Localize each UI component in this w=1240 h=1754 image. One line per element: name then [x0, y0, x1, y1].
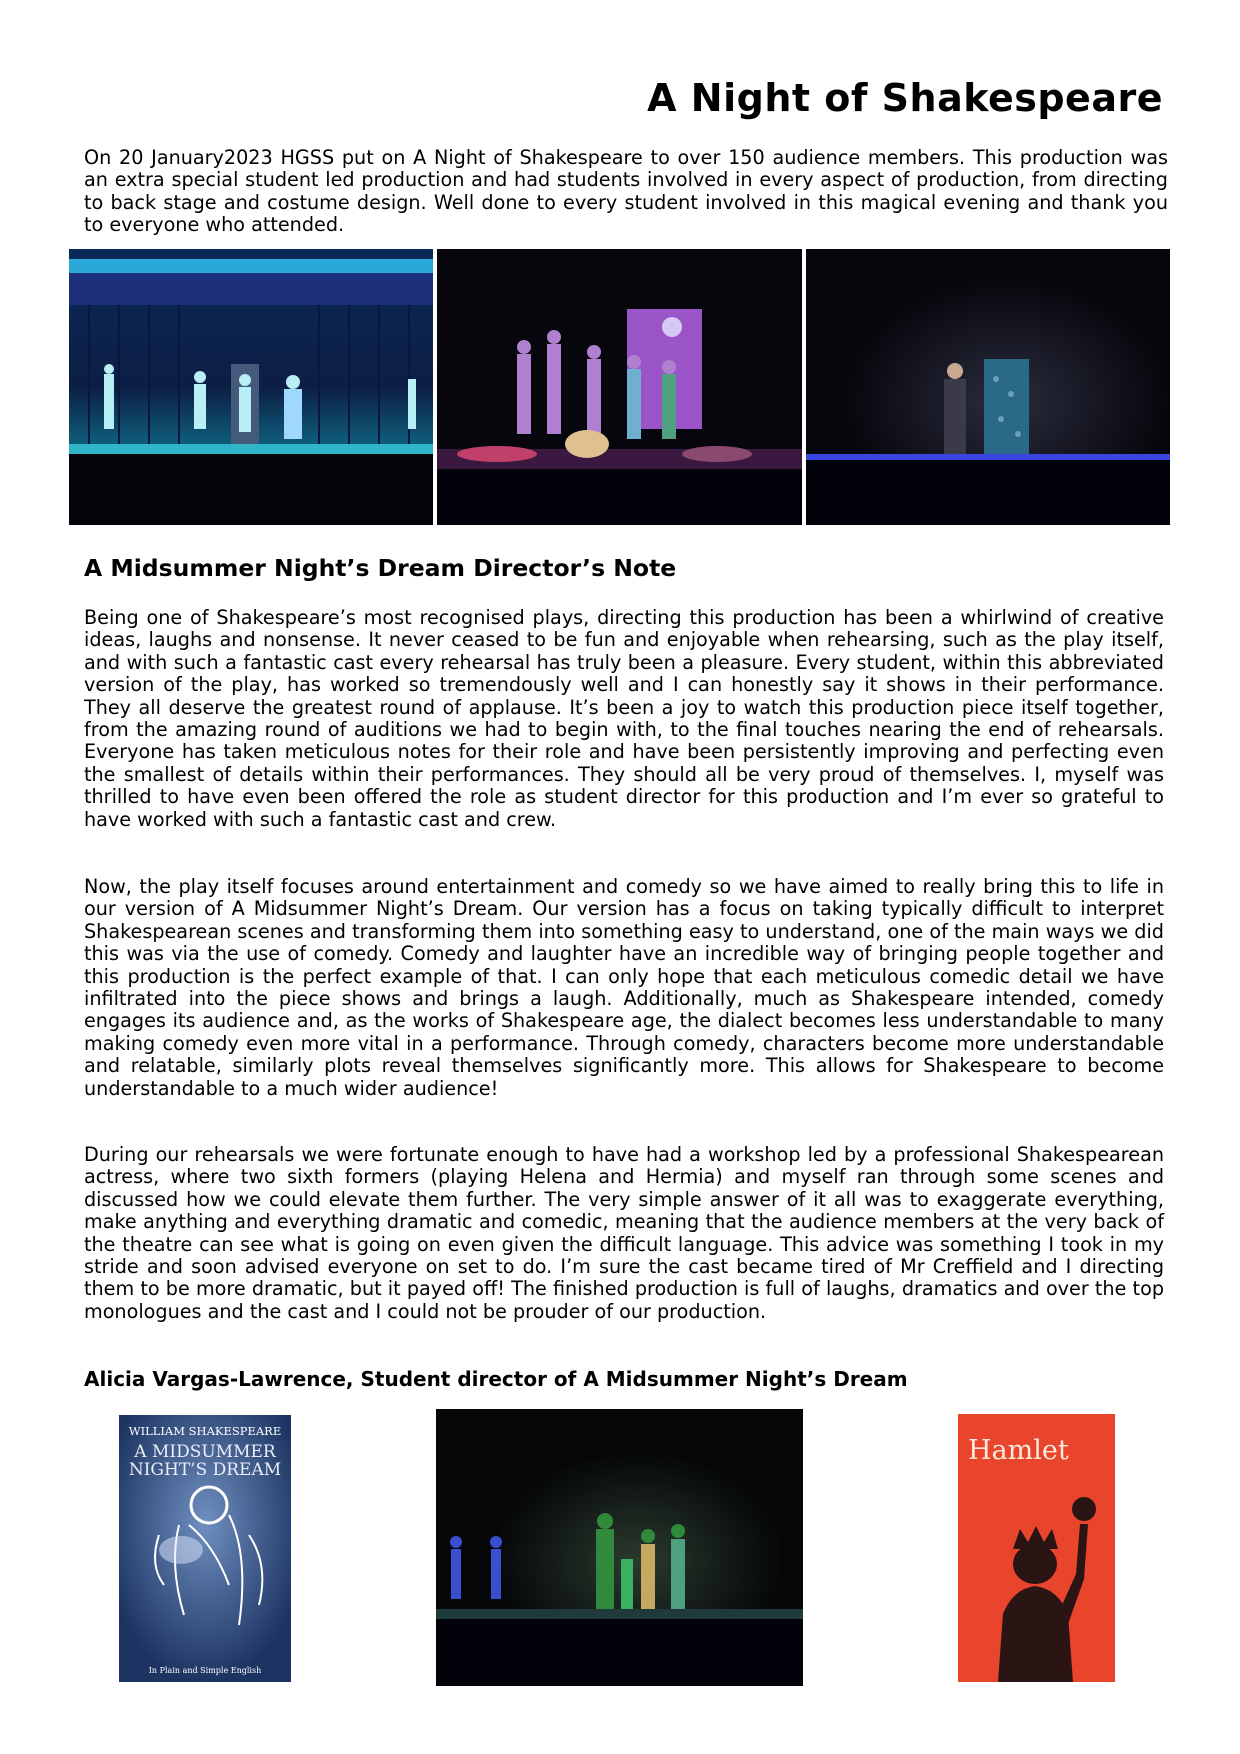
stage-photo-spotlight — [806, 249, 1170, 525]
book-cover-midsummer — [119, 1415, 291, 1682]
author-signature: Alicia Vargas-Lawrence, Student director of A Midsummer Night’s Dream — [84, 1367, 908, 1391]
article-paragraph: During our rehearsals we were fortunate enough to have had a workshop led by a professional Shakespearean actress, where two sixth formers (playing Helena and Hermia) and myself ran through some scenes and discussed how we could elevate them further. The very simple answer of it all was to exaggerate everything, make anything and everything dramatic and comedic, meaning that the audience members at the very back of the theatre can see what is going on even given the difficult language. This advice was something I took in my stride and soon advised everyone on set to do. I’m sure the cast became tired of Mr Creffield and I directing them to be more dramatic, but it payed off! The finished production is full of laughs, dramatics and over the top monologues and the cast and I could not be prouder of our production. — [84, 1143, 1164, 1323]
book-author: WILLIAM SHAKESPEARE — [128, 1424, 282, 1438]
book-title-line1: A MIDSUMMER — [134, 1442, 276, 1462]
article-paragraph: Now, the play itself focuses around entertainment and comedy so we have aimed to really bring this to life in our version of A Midsummer Night’s Dream. Our version has a focus on taking typically difficult to interpret Shakespearean scenes and transforming them into something easy to understand, one of the main ways we did this was via the use of comedy. Comedy and laughter have an incredible way of bringing people together and this production is the perfect example of that. I can only hope that each meticulous comedic detail we have infiltrated into the piece shows and brings a laugh. Additionally, much as Shakespeare intended, comedy engages its audience and, as the works of Shakespeare age, the dialect becomes less understandable to many making comedy even more vital in a performance. Through comedy, characters become more understandable and relatable, similarly plots reveal themselves significantly more. This allows for Shakespeare to become understandable to a much wider audience! — [84, 875, 1164, 1100]
stage-photo-fairies — [437, 249, 802, 525]
section-heading: A Midsummer Night’s Dream Director’s Note — [84, 554, 677, 582]
book-cover-hamlet — [958, 1414, 1115, 1682]
stage-photo-green-fairies — [436, 1409, 803, 1686]
hamlet-title: Hamlet — [968, 1435, 1069, 1466]
page-title: A Night of Shakespeare — [647, 76, 1163, 120]
book-title-line2: NIGHT’S DREAM — [128, 1460, 282, 1480]
article-paragraph: Being one of Shakespeare’s most recognised plays, directing this production has been a whirlwind of creative ideas, laughs and nonsense. It never ceased to be fun and enjoyable when rehearsing, such as the play itself, and with such a fantastic cast every rehearsal has truly been a pleasure. Every student, within this abbreviated version of the play, has worked so tremendously well and I can honestly say it shows in their performance. They all deserve the greatest round of applause. It’s been a joy to watch this production piece itself together, from the amazing round of auditions we had to begin with, to the final touches nearing the end of rehearsals. Everyone has taken meticulous notes for their role and have been persistently improving and perfecting even the smallest of details within their performances. They should all be very proud of themselves. I, myself was thrilled to have even been offered the role as student director for this production and I’m ever so grateful to have worked with such a fantastic cast and crew. — [84, 606, 1164, 831]
stage-photo-cyan — [69, 249, 433, 525]
intro-paragraph: On 20 January2023 HGSS put on A Night of Shakespeare to over 150 audience members. This production was an extra special student led production and had students involved in every aspect of production, from directing to back stage and costume design. Well done to every student involved in this magical evening and thank you to everyone who attended. — [84, 146, 1168, 237]
book-footer: In Plain and Simple English — [148, 1666, 262, 1675]
